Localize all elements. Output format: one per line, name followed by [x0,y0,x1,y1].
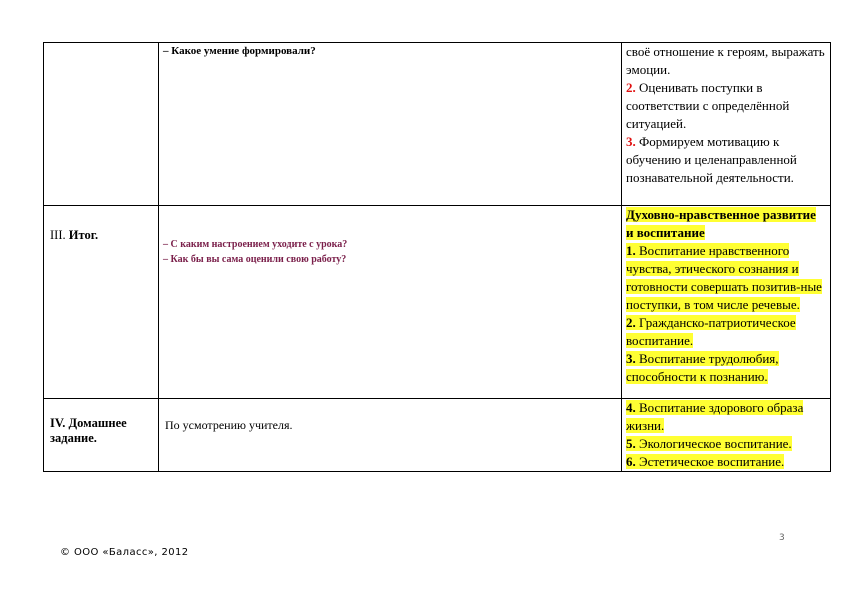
question-text: – Какое умение формировали? [163,45,316,57]
lesson-plan-table [43,42,831,472]
stage-number: III. [50,228,66,242]
results-text [622,43,830,187]
result-number: 5. [626,436,636,451]
result-number: 3. [626,351,636,366]
result-number: 6. [626,454,636,469]
questions-cell [159,399,622,472]
result-text: Воспитание трудолюбия, способности к познанию. [626,351,779,384]
table-row [44,399,831,472]
stage-cell [44,43,159,206]
result-number: 4. [626,400,636,415]
result-text: Оценивать поступки в соответствии с определённой ситуацией. [626,80,790,131]
results-text [622,206,830,386]
question-text: – С каким настроением уходите с урока? [163,239,348,250]
results-cell [622,206,831,399]
results-text [622,399,830,471]
stage-title: Итог. [68,228,99,242]
table-row [44,206,831,399]
question-text: – Как бы вы сама оценили свою работу? [163,254,347,265]
result-text: Формируем мотивацию к обучению и целенаправленной познавательной деятельности. [626,134,797,185]
result-number: 3. [626,134,636,149]
results-cell [622,399,831,472]
result-text: своё отношение к героям, выражать эмоции. [626,44,825,77]
stage-cell [44,399,159,472]
page-number: 3 [779,533,785,543]
stage-cell [44,206,159,399]
result-text: Воспитание здорового образа жизни. [626,400,804,433]
results-heading: Духовно-нравственное развитие и воспитание [626,207,816,240]
stage-title: IV. Домашнее задание. [50,416,127,445]
result-text: Гражданско-патриотическое воспитание. [626,315,796,348]
result-text: Воспитание нравственного чувства, этического сознания и готовности совершать позитив-ные поступки, в том числе речевые. [626,243,822,312]
result-number: 1. [626,243,636,258]
results-cell [622,43,831,206]
questions-cell [159,43,622,206]
result-number: 2. [626,80,636,95]
table-row [44,43,831,206]
question-text: По усмотрению учителя. [165,418,293,432]
result-number: 2. [626,315,636,330]
result-text: Экологическое воспитание. [635,436,792,451]
questions-cell [159,206,622,399]
copyright-footer: © ООО «Баласс», 2012 [60,547,189,558]
result-text: Эстетическое воспитание. [635,454,785,469]
